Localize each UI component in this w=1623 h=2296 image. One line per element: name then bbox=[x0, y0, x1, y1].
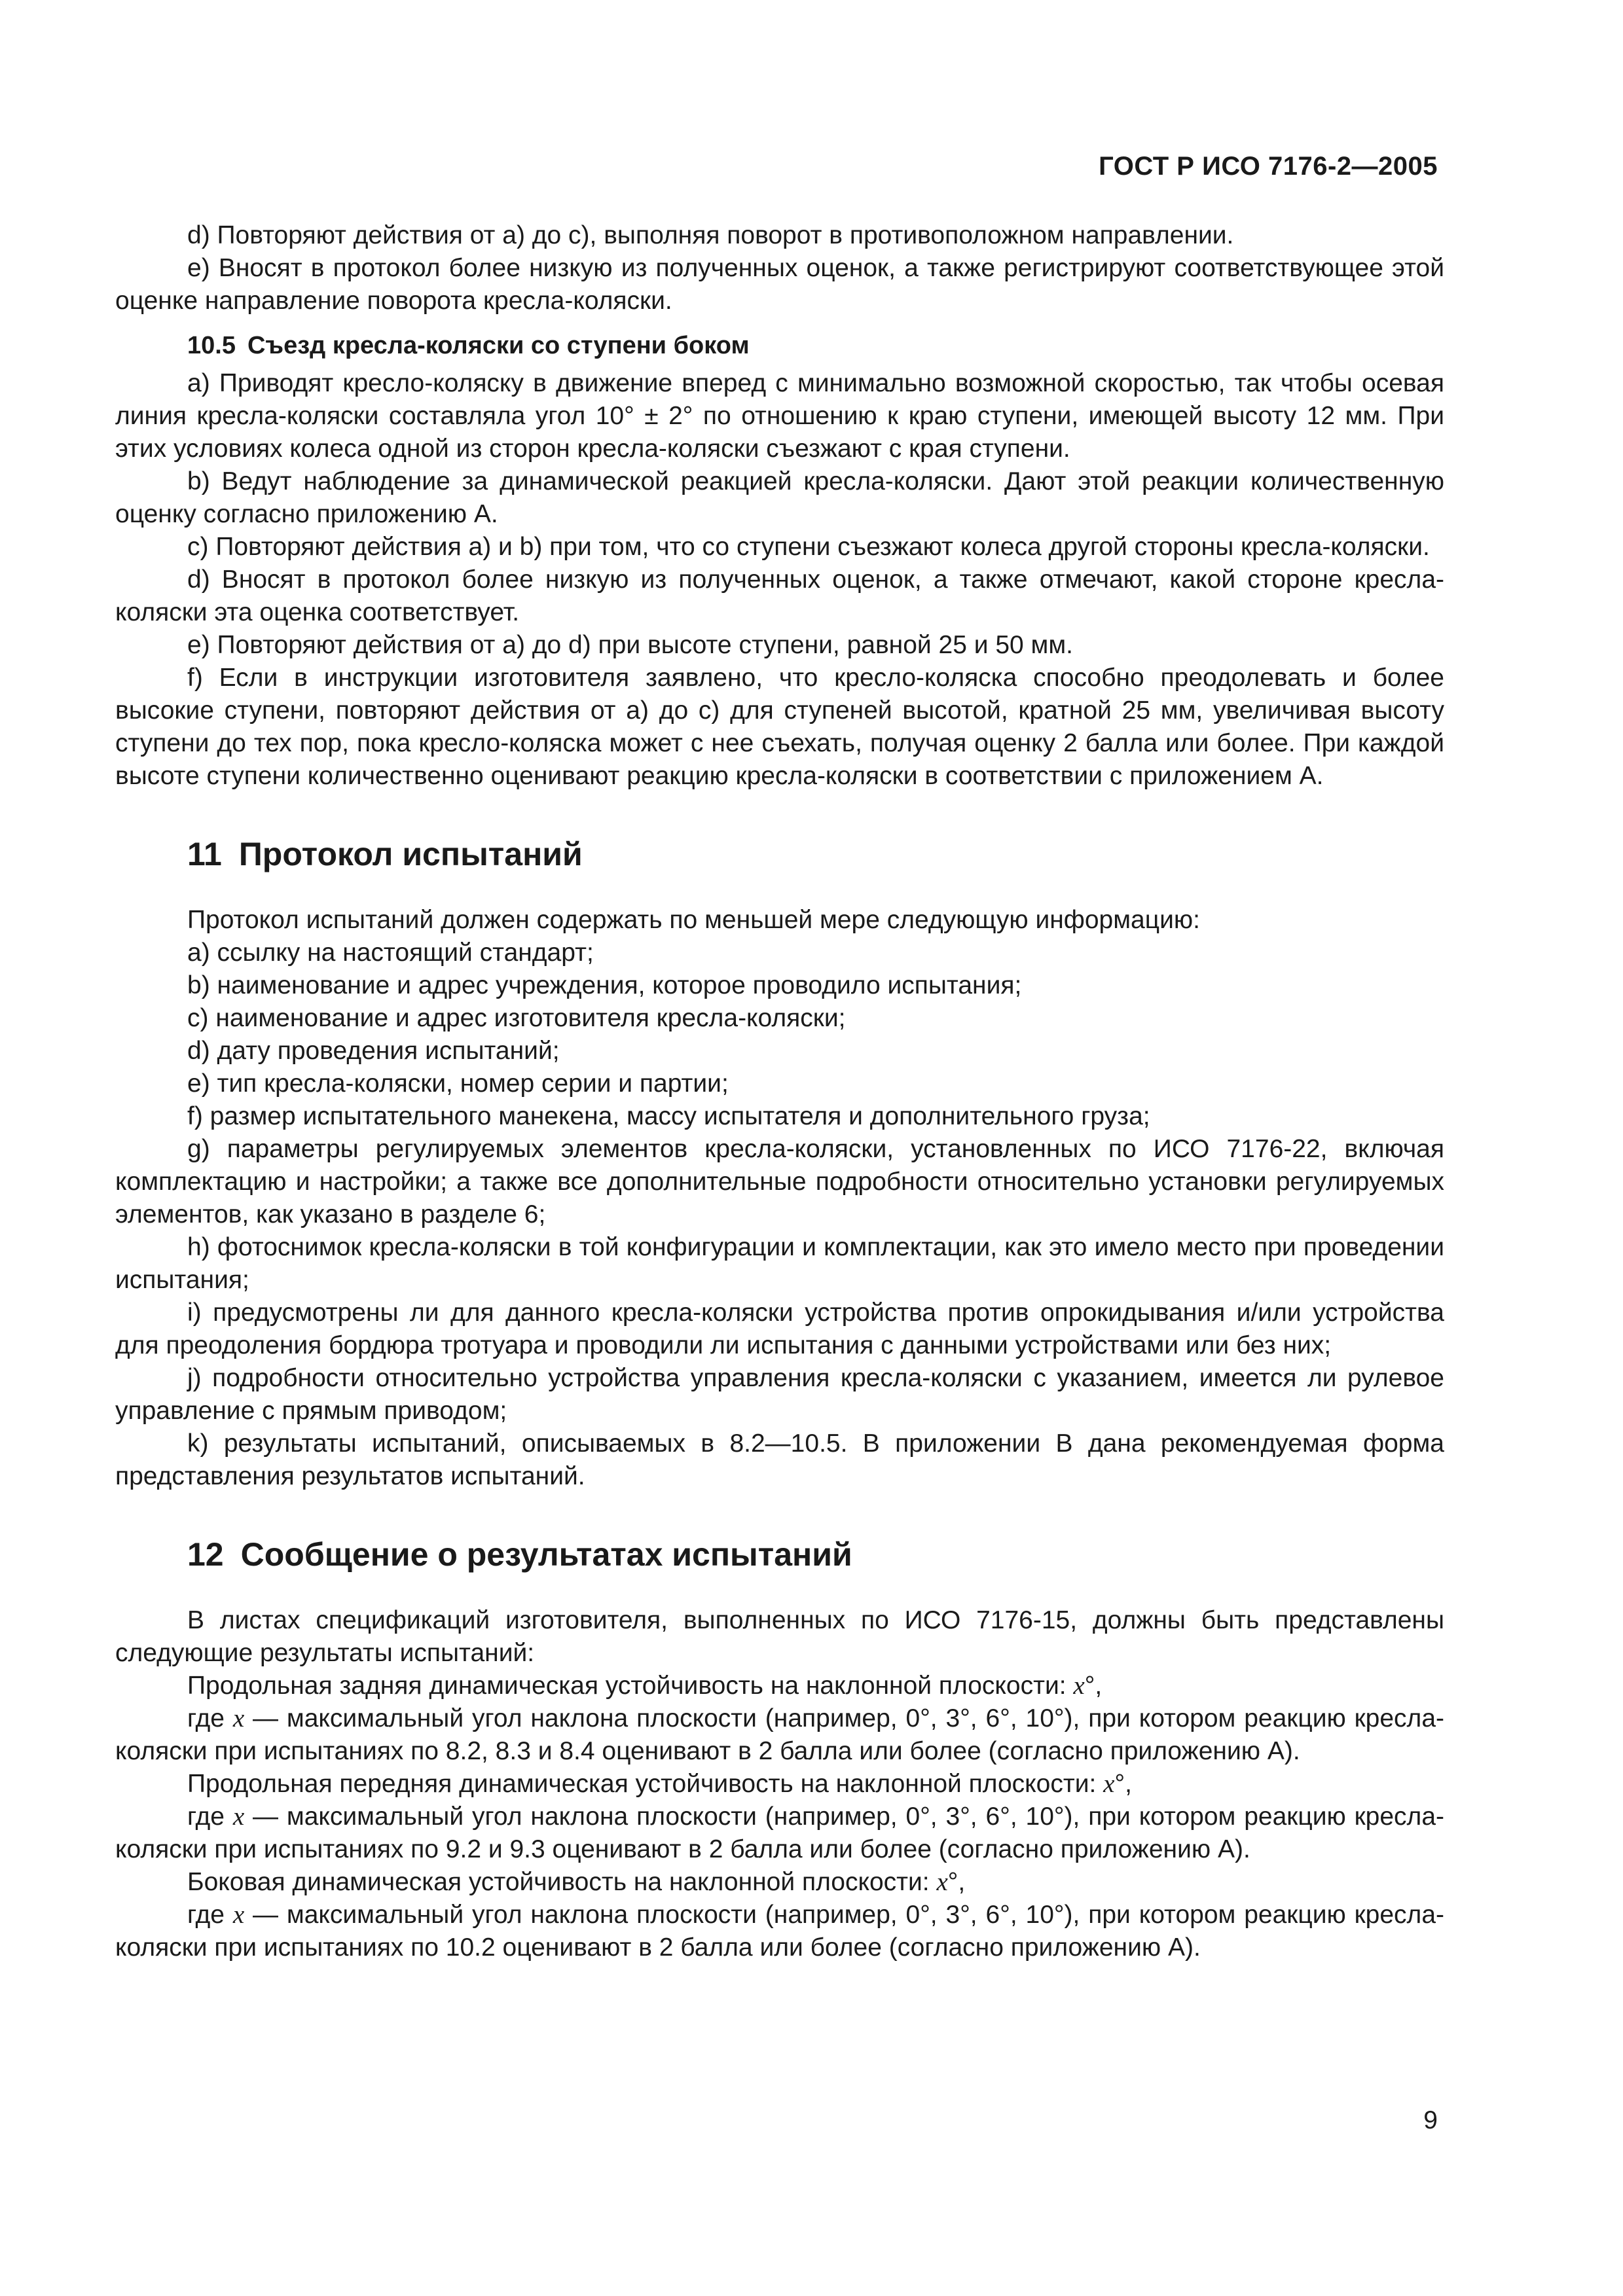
variable-x: x bbox=[232, 1803, 245, 1831]
subsection-number: 10.5 bbox=[187, 332, 236, 359]
stability-result-heading: Продольная передняя динамическая устойчивость на наклонной плоскости: x°, bbox=[187, 1770, 1132, 1798]
list-item: f) размер испытательного манекена, массу испытателя и дополнительного груза; bbox=[187, 1102, 1150, 1130]
subsection-heading-10-5 bbox=[115, 329, 1444, 362]
list-item: i) предусмотрены ли для данного кресла-коляски устройства против опрокидывания и/или устройства для преодоления бордюра тротуара и проводили ли испытания с данными устройствами или без них; bbox=[115, 1299, 1444, 1359]
variable-x: x bbox=[1103, 1770, 1115, 1798]
page-content bbox=[115, 219, 1444, 1964]
stability-result-explanation: где x — максимальный угол наклона плоскости (например, 0°, 3°, 6°, 10°), при котором реакцию кресла-коляски при испытаниях по 10.2 оценивают в 2 балла или более (согласно приложению А). bbox=[115, 1901, 1444, 1962]
section-number: 12 bbox=[187, 1536, 224, 1573]
variable-x: x bbox=[232, 1901, 245, 1929]
paragraph: В листах спецификаций изготовителя, выполненных по ИСО 7176-15, должны быть представлены следующие результаты испытаний: bbox=[115, 1606, 1444, 1667]
variable-x: x bbox=[936, 1868, 948, 1896]
list-item: а) ссылку на настоящий стандарт; bbox=[187, 939, 594, 967]
paragraph: Протокол испытаний должен содержать по меньшей мере следующую информацию: bbox=[187, 906, 1200, 934]
stability-result-explanation: где x — максимальный угол наклона плоскости (например, 0°, 3°, 6°, 10°), при котором реакцию кресла-коляски при испытаниях по 8.2, 8.3 и 8.4 оценивают в 2 балла или более (согласно приложению А). bbox=[115, 1704, 1444, 1765]
section-title: Сообщение о результатах испытаний bbox=[240, 1536, 852, 1573]
list-item: j) подробности относительно устройства управления кресла-коляски с указанием, имеется ли рулевое управление с прямым приводом; bbox=[115, 1364, 1444, 1425]
list-item: k) результаты испытаний, описываемых в 8.2—10.5. В приложении В дана рекомендуемая форма представления результатов испытаний. bbox=[115, 1429, 1444, 1490]
page-number: 9 bbox=[1423, 2106, 1438, 2134]
section-number: 11 bbox=[187, 836, 222, 872]
section-heading-12 bbox=[115, 1535, 1444, 1574]
paragraph: d) Вносят в протокол более низкую из полученных оценок, а также отмечают, какой стороне кресла-коляски эта оценка соответствует. bbox=[115, 565, 1444, 626]
paragraph: е) Вносят в протокол более низкую из полученных оценок, а также регистрируют соответствующее этой оценке направление поворота кресла-коляски. bbox=[115, 254, 1444, 315]
list-item: е) тип кресла-коляски, номер серии и партии; bbox=[187, 1069, 729, 1098]
section-heading-11 bbox=[115, 834, 1444, 874]
list-item: h) фотоснимок кресла-коляски в той конфигурации и комплектации, как это имело место при проведении испытания; bbox=[115, 1233, 1444, 1294]
variable-x: x bbox=[1073, 1672, 1085, 1700]
paragraph: f) Если в инструкции изготовителя заявлено, что кресло-коляска способно преодолевать и более высокие ступени, повторяют действия от а) до с) для ступеней высотой, кратной 25 мм, увеличивая высоту ступени до тех пор, пока кресло-коляска может с нее съехать, получая оценку 2 балла или более. При каждой высоте ступени количественно оценивают реакцию кресла-коляски в соответствии с приложением А. bbox=[115, 664, 1444, 790]
paragraph: а) Приводят кресло-коляску в движение вперед с минимально возможной скоростью, так чтобы осевая линия кресла-коляски составляла угол 10° ± 2° по отношению к краю ступени, имеющей высоту 12 мм. При этих условиях колеса одной из сторон кресла-коляски съезжают с края ступени. bbox=[115, 369, 1444, 463]
stability-result-heading: Боковая динамическая устойчивость на наклонной плоскости: x°, bbox=[187, 1868, 966, 1896]
stability-result-heading: Продольная задняя динамическая устойчивость на наклонной плоскости: x°, bbox=[187, 1672, 1103, 1700]
list-item: g) параметры регулируемых элементов кресла-коляски, установленных по ИСО 7176-22, включая комплектацию и настройки; а также все дополнительные подробности относительно установки регулируемых элементов, как указано в разделе 6; bbox=[115, 1135, 1444, 1229]
list-item: b) наименование и адрес учреждения, которое проводило испытания; bbox=[187, 971, 1022, 999]
document-code-header: ГОСТ Р ИСО 7176-2—2005 bbox=[1099, 152, 1438, 181]
variable-x: x bbox=[232, 1704, 245, 1732]
subsection-title: Съезд кресла-коляски со ступени боком bbox=[247, 332, 750, 359]
paragraph: d) Повторяют действия от а) до с), выполняя поворот в противоположном направлении. bbox=[187, 221, 1234, 249]
paragraph: е) Повторяют действия от а) до d) при высоте ступени, равной 25 и 50 мм. bbox=[187, 631, 1074, 659]
section-title: Протокол испытаний bbox=[238, 836, 583, 872]
paragraph: с) Повторяют действия а) и b) при том, что со ступени съезжают колеса другой стороны кресла-коляски. bbox=[187, 533, 1430, 561]
stability-result-explanation: где x — максимальный угол наклона плоскости (например, 0°, 3°, 6°, 10°), при котором реакцию кресла-коляски при испытаниях по 9.2 и 9.3 оценивают в 2 балла или более (согласно приложению А). bbox=[115, 1803, 1444, 1863]
paragraph: b) Ведут наблюдение за динамической реакцией кресла-коляски. Дают этой реакции количественную оценку согласно приложению А. bbox=[115, 467, 1444, 528]
list-item: d) дату проведения испытаний; bbox=[187, 1037, 560, 1065]
list-item: с) наименование и адрес изготовителя кресла-коляски; bbox=[187, 1004, 846, 1032]
